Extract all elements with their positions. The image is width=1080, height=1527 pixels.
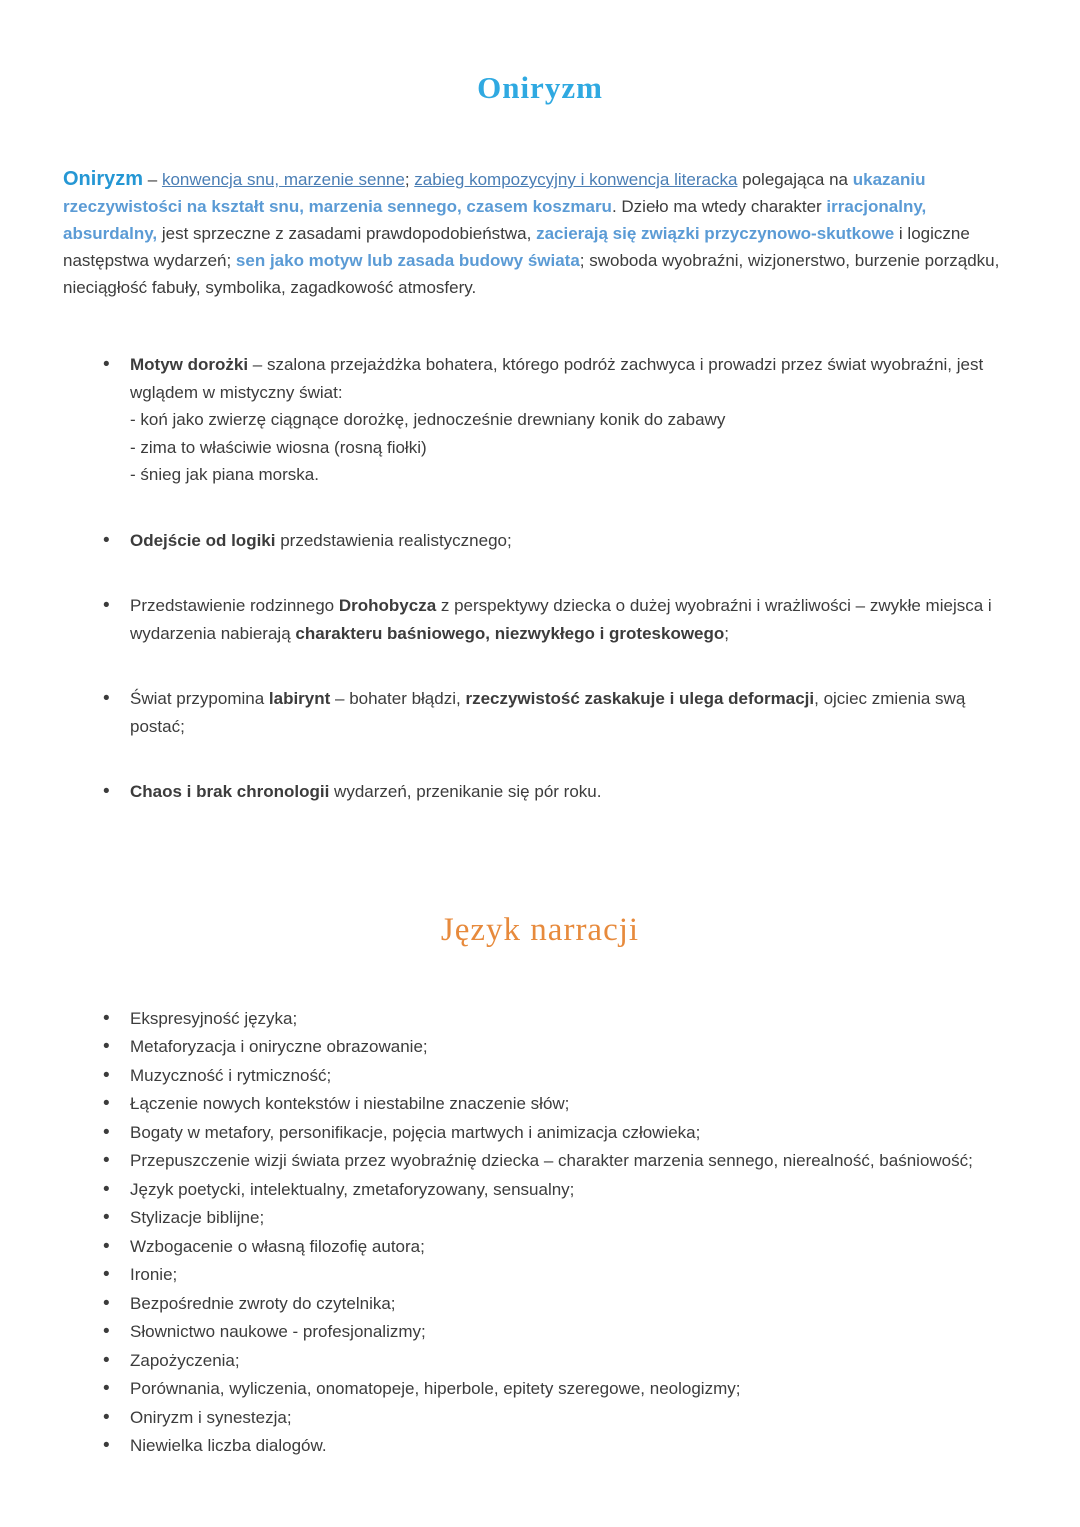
- list-item: • Łączenie nowych kontekstów i niestabilne znaczenie słów;: [0, 1090, 1080, 1119]
- list-item: • Metaforyzacja i oniryczne obrazowanie;: [0, 1033, 1080, 1062]
- page-title-oniryzm: Oniryzm: [477, 70, 603, 105]
- oniryzm-bullet-list: [0, 351, 1080, 806]
- list-item-text: [130, 778, 1018, 806]
- text-segment: sen jako motyw lub zasada budowy świata: [235, 251, 580, 270]
- text-segment: , ojciec zmienia swą postać;: [130, 689, 966, 736]
- text-segment: wydarzeń, przenikanie się pór roku.: [329, 782, 602, 801]
- list-item: • Niewielka liczba dialogów.: [0, 1432, 1080, 1461]
- list-item: • Porównania, wyliczenia, onomatopeje, hiperbole, epitety szeregowe, neologizmy;: [0, 1375, 1080, 1404]
- text-segment: Motyw dorożki: [130, 355, 249, 374]
- list-item: [0, 592, 1080, 647]
- list-item-text: [130, 351, 1018, 406]
- text-segment: –: [143, 170, 162, 189]
- list-item: • Ironie;: [0, 1261, 1080, 1290]
- list-item-text: [130, 527, 1018, 555]
- list-item: • Stylizacje biblijne;: [0, 1204, 1080, 1233]
- text-segment: polegająca na: [737, 170, 853, 189]
- list-item: • Bezpośrednie zwroty do czytelnika;: [0, 1290, 1080, 1319]
- list-item: • Muzyczność i rytmiczność;: [0, 1062, 1080, 1091]
- text-segment: charakteru baśniowego, niezwykłego i groteskowego: [295, 623, 725, 643]
- text-segment: Świat przypomina: [130, 689, 269, 708]
- text-segment: Odejście od logiki: [130, 530, 276, 550]
- text-segment: irracjonalny, absurdalny,: [63, 197, 927, 243]
- page-title-jezyk-narracji: Język narracji: [440, 911, 640, 948]
- underlined-text: zabieg kompozycyjny i konwencja literacka: [414, 170, 738, 189]
- text-segment: ukazaniu rzeczywistości na kształt snu, marzenia sennego, czasem koszmaru: [63, 170, 926, 216]
- list-item: • Język poetycki, intelektualny, zmetaforyzowany, sensualny;: [0, 1176, 1080, 1205]
- text-segment: rzeczywistość zaskakuje i ulega deformacji: [465, 689, 815, 708]
- intro-paragraph: [63, 166, 1020, 301]
- text-segment: ; swoboda wyobraźni, wizjonerstwo, burzenie porządku, nieciągłość fabuły, symbolika, zagadkowość atmosfery.: [63, 251, 1000, 297]
- list-item: • Zapożyczenia;: [0, 1347, 1080, 1376]
- text-segment: – bohater błądzi,: [330, 689, 466, 708]
- text-segment: Przedstawienie rodzinnego: [130, 596, 339, 615]
- text-segment: z perspektywy dziecka o dużej wyobraźni i wrażliwości – zwykłe miejsca i wydarzenia nabierają: [130, 596, 992, 643]
- list-item: • Ekspresyjność języka;: [0, 1005, 1080, 1034]
- text-segment: ;: [724, 623, 730, 643]
- sub-line: - śnieg jak piana morska.: [130, 465, 319, 484]
- list-item: [0, 527, 1080, 555]
- list-item: [0, 351, 1080, 489]
- jezyk-narracji-bullet-list: [0, 1005, 1080, 1461]
- text-segment: Drohobycza: [338, 596, 437, 615]
- text-segment: zacierają się związki przyczynowo-skutkowe: [536, 224, 895, 243]
- text-segment: przedstawienia realistycznego;: [275, 530, 512, 550]
- text-segment: – szalona przejażdżka bohatera, którego podróż zachwyca i prowadzi przez świat wyobraźni, jest wglądem w mistyczny świat:: [130, 355, 984, 402]
- text-segment: Chaos i brak chronologii: [130, 782, 330, 801]
- list-item: [0, 685, 1080, 740]
- list-item-text: [130, 592, 1018, 647]
- list-item: • Oniryzm i synestezja;: [0, 1404, 1080, 1433]
- text-segment: labirynt: [268, 689, 331, 708]
- text-segment: i logiczne następstwa wydarzeń;: [63, 224, 970, 270]
- text-segment: . Dzieło ma wtedy charakter: [611, 197, 827, 216]
- list-item-text: [130, 685, 1018, 740]
- underlined-text: konwencja snu, marzenie senne: [161, 170, 405, 189]
- sub-line: - zima to właściwie wiosna (rosną fiołki): [130, 437, 427, 457]
- sub-line: - koń jako zwierzę ciągnące dorożkę, jednocześnie drewniany konik do zabawy: [130, 410, 726, 429]
- list-item: • Bogaty w metafory, personifikacje, pojęcia martwych i animizacja człowieka;: [0, 1119, 1080, 1148]
- list-item: • Słownictwo naukowe - profesjonalizmy;: [0, 1318, 1080, 1347]
- list-item: [0, 778, 1080, 806]
- list-item: • Przepuszczenie wizji świata przez wyobraźnię dziecka – charakter marzenia sennego, nierealność, baśniowość;: [0, 1147, 1080, 1176]
- list-item: • Wzbogacenie o własną filozofię autora;: [0, 1233, 1080, 1262]
- text-segment: Oniryzm: [63, 168, 144, 190]
- text-segment: ;: [404, 170, 415, 189]
- text-segment: jest sprzeczne z zasadami prawdopodobieństwa,: [157, 224, 537, 243]
